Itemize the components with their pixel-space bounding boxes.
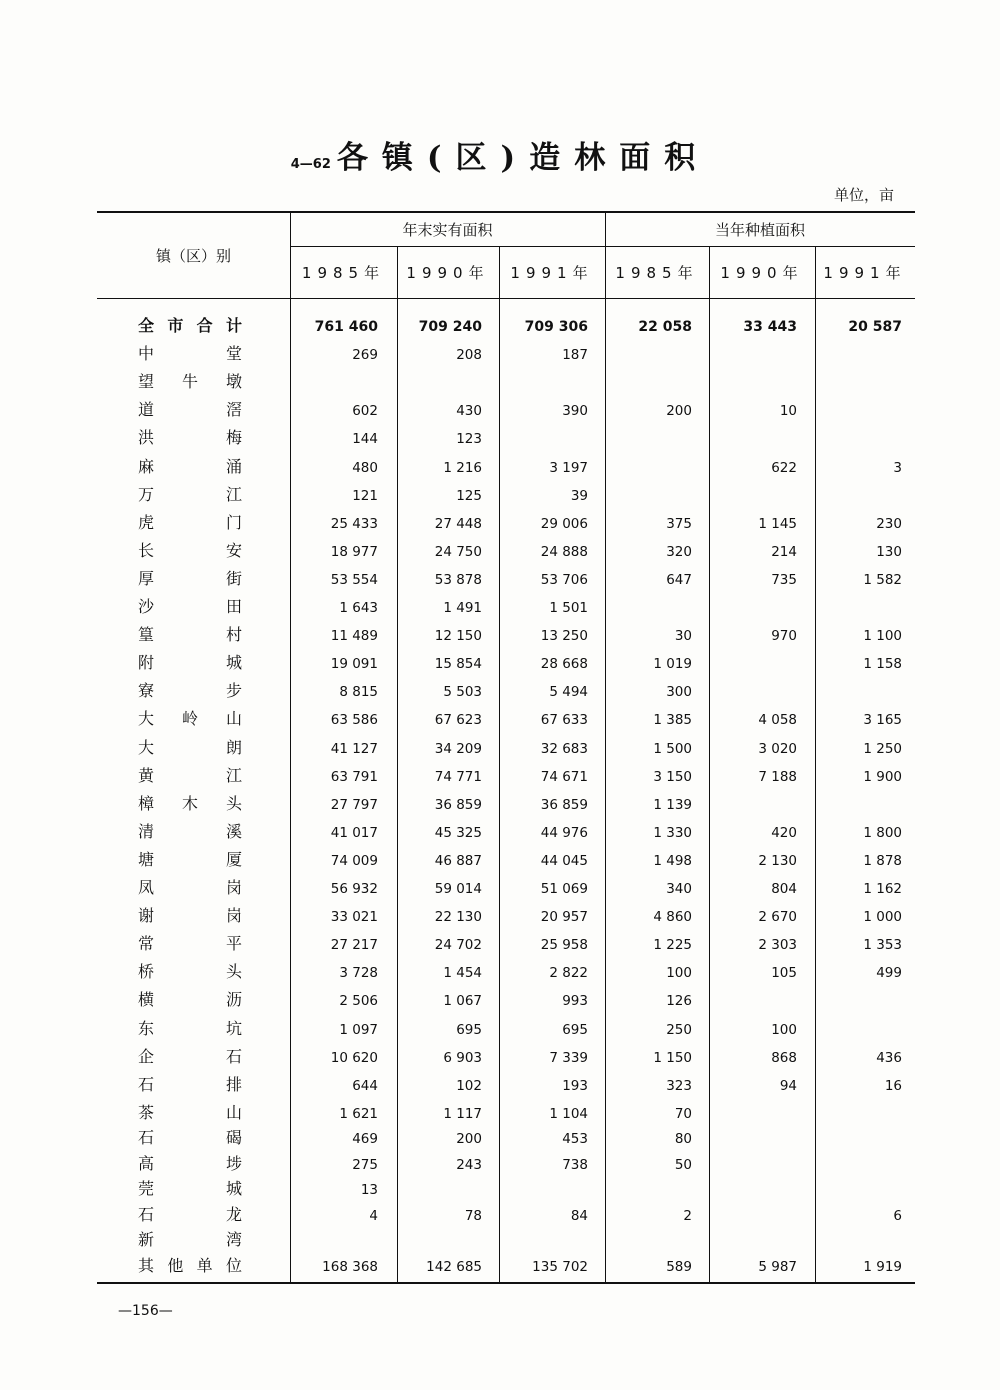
table-cell: 1 900 (863, 769, 902, 785)
table-cell: 1 353 (863, 937, 902, 953)
table-cell: 430 (456, 403, 482, 419)
table-cell: 2 130 (758, 853, 797, 869)
table-cell: 647 (666, 572, 692, 588)
row-header: 镇（区）别 (155, 247, 231, 265)
table-cell: 1 385 (653, 712, 692, 728)
table-cell: 13 250 (540, 628, 588, 644)
table-cell (608, 1180, 692, 1200)
table-cell: 200 (456, 1131, 482, 1147)
row-label: 常 平 (138, 934, 242, 953)
table-cell (818, 682, 902, 702)
row-label: 樟 木 头 (138, 794, 242, 813)
table-cell: 28 668 (540, 656, 588, 672)
table-cell: 1 498 (653, 853, 692, 869)
table-cell: 193 (562, 1078, 588, 1094)
bottom-rule (97, 1282, 915, 1284)
year-header: 1990年 (406, 264, 490, 282)
table-cell: 80 (674, 1131, 692, 1147)
table-cell: 1 643 (339, 600, 378, 616)
table-cell: 36 859 (540, 797, 588, 813)
row-label: 石 碣 (138, 1128, 242, 1147)
table-cell: 2 506 (339, 993, 378, 1009)
table-cell: 1 097 (339, 1022, 378, 1038)
table-cell: 44 976 (540, 825, 588, 841)
table-cell (711, 1129, 797, 1149)
table-cell: 275 (352, 1157, 378, 1173)
table-cell (711, 373, 797, 393)
table-cell (818, 373, 902, 393)
table-cell: 53 706 (540, 572, 588, 588)
table-cell: 1 019 (653, 656, 692, 672)
row-label: 道 滘 (138, 400, 242, 419)
table-cell: 27 797 (330, 797, 378, 813)
table-cell: 1 158 (863, 656, 902, 672)
year-header: 1985年 (615, 264, 699, 282)
row-label: 塘 厦 (138, 850, 242, 869)
table-cell: 499 (876, 965, 902, 981)
table-cell: 200 (666, 403, 692, 419)
table-cell: 18 977 (330, 544, 378, 560)
table-cell: 1 225 (653, 937, 692, 953)
table-cell: 10 620 (330, 1050, 378, 1066)
table-cell: 1 582 (863, 572, 902, 588)
row-label: 东 坑 (138, 1019, 242, 1038)
row-label: 横 沥 (138, 990, 242, 1009)
table-cell (711, 1206, 797, 1226)
table-cell: 94 (779, 1078, 797, 1094)
table-cell (818, 795, 902, 815)
table-cell: 5 503 (443, 684, 482, 700)
table-cell: 6 (893, 1208, 902, 1224)
table-cell: 738 (562, 1157, 588, 1173)
table-cell: 29 006 (540, 516, 588, 532)
table-cell: 78 (464, 1208, 482, 1224)
table-cell (502, 1231, 588, 1251)
table-cell: 125 (456, 488, 482, 504)
table-cell: 41 017 (330, 825, 378, 841)
table-cell: 3 150 (653, 769, 692, 785)
table-cell: 10 (779, 403, 797, 419)
table-cell: 868 (771, 1050, 797, 1066)
table-cell: 602 (352, 403, 378, 419)
year-header: 1990年 (720, 264, 804, 282)
table-cell: 1 500 (653, 741, 692, 757)
table-cell: 84 (570, 1208, 588, 1224)
table-cell: 1 139 (653, 797, 692, 813)
table-cell (818, 1104, 902, 1124)
table-cell: 22 130 (434, 909, 482, 925)
table-cell: 709 306 (524, 319, 588, 335)
table-cell: 208 (456, 347, 482, 363)
table-cell: 24 888 (540, 544, 588, 560)
table-cell (502, 1180, 588, 1200)
table-cell: 33 443 (743, 319, 797, 335)
table-cell: 34 209 (434, 741, 482, 757)
table-cell: 15 854 (434, 656, 482, 672)
table-cell: 709 240 (418, 319, 482, 335)
table-cell: 187 (562, 347, 588, 363)
table-cell (818, 429, 902, 449)
table-cell: 453 (562, 1131, 588, 1147)
table-cell: 45 325 (434, 825, 482, 841)
row-label: 厚 街 (138, 569, 242, 588)
table-cell: 144 (352, 431, 378, 447)
table-cell: 375 (666, 516, 692, 532)
table-cell: 695 (562, 1022, 588, 1038)
table-cell: 1 919 (863, 1259, 902, 1275)
row-label: 清 溪 (138, 822, 242, 841)
table-cell: 420 (771, 825, 797, 841)
row-label: 麻 涌 (138, 457, 242, 476)
table-cell: 1 100 (863, 628, 902, 644)
table-cell: 300 (666, 684, 692, 700)
row-label: 黄 江 (138, 766, 242, 785)
table-cell: 1 117 (443, 1106, 482, 1122)
row-label: 篁 村 (138, 625, 242, 644)
table-cell: 804 (771, 881, 797, 897)
table-cell (608, 373, 692, 393)
table-cell (502, 429, 588, 449)
table-cell: 19 091 (330, 656, 378, 672)
table-cell: 30 (674, 628, 692, 644)
row-label: 洪 梅 (138, 428, 242, 447)
table-cell: 3 020 (758, 741, 797, 757)
table-cell: 214 (771, 544, 797, 560)
table-cell: 51 069 (540, 881, 588, 897)
row-label: 万 江 (138, 485, 242, 504)
table-cell: 323 (666, 1078, 692, 1094)
table-cell: 243 (456, 1157, 482, 1173)
table-cell: 33 021 (330, 909, 378, 925)
table-cell: 27 217 (330, 937, 378, 953)
table-cell (608, 458, 692, 478)
table-cell: 622 (771, 460, 797, 476)
table-cell: 1 878 (863, 853, 902, 869)
row-label: 沙 田 (138, 597, 242, 616)
table-cell: 11 489 (330, 628, 378, 644)
table-cell (608, 486, 692, 506)
table-cell: 644 (352, 1078, 378, 1094)
table-cell: 3 197 (549, 460, 588, 476)
table-cell (398, 1180, 482, 1200)
page-title (0, 132, 1000, 177)
row-label: 中 堂 (138, 344, 242, 363)
table-cell (711, 1104, 797, 1124)
table-cell (818, 1129, 902, 1149)
table-cell: 20 587 (848, 319, 902, 335)
table-cell: 70 (674, 1106, 692, 1122)
row-label: 茶 山 (138, 1103, 242, 1122)
table-cell (711, 1231, 797, 1251)
table-cell: 74 671 (540, 769, 588, 785)
row-label: 企 石 (138, 1047, 242, 1066)
table-cell: 970 (771, 628, 797, 644)
table-cell: 16 (884, 1078, 902, 1094)
table-cell: 269 (352, 347, 378, 363)
table-cell (711, 486, 797, 506)
table-cell: 1 491 (443, 600, 482, 616)
row-label: 望 牛 墩 (138, 372, 242, 391)
row-label: 大 岭 山 (138, 709, 242, 728)
table-cell (818, 401, 902, 421)
table-cell: 142 685 (426, 1259, 482, 1275)
row-label: 石 排 (138, 1075, 242, 1094)
group-header-planted: 当年种植面积 (714, 221, 805, 239)
table-cell: 5 494 (549, 684, 588, 700)
table-cell: 469 (352, 1131, 378, 1147)
table-cell: 340 (666, 881, 692, 897)
table-cell (711, 1180, 797, 1200)
table-cell: 102 (456, 1078, 482, 1094)
table-cell: 41 127 (330, 741, 378, 757)
table-cell (711, 682, 797, 702)
table-cell: 63 586 (330, 712, 378, 728)
table-cell: 1 330 (653, 825, 692, 841)
table-cell (290, 1231, 378, 1251)
unit-label: 单位，亩 (834, 186, 895, 204)
table-cell: 436 (876, 1050, 902, 1066)
table-cell: 7 188 (758, 769, 797, 785)
row-label: 其 他 单 位 (138, 1256, 242, 1275)
table-cell: 25 433 (330, 516, 378, 532)
table-cell: 20 957 (540, 909, 588, 925)
table-cell (290, 373, 378, 393)
table-cell: 74 771 (434, 769, 482, 785)
row-label: 石 龙 (138, 1205, 242, 1224)
table-cell (818, 345, 902, 365)
table-cell: 2 822 (549, 965, 588, 981)
table-cell: 67 633 (540, 712, 588, 728)
table-cell (608, 345, 692, 365)
row-label: 谢 岗 (138, 906, 242, 925)
row-label: 新 湾 (138, 1230, 242, 1249)
table-cell: 50 (674, 1157, 692, 1173)
table-cell: 1 800 (863, 825, 902, 841)
table-cell: 105 (771, 965, 797, 981)
table-cell: 24 702 (434, 937, 482, 953)
table-cell (818, 1020, 902, 1040)
table-cell (818, 1155, 902, 1175)
year-header: 1991年 (510, 264, 594, 282)
table-cell: 5 987 (758, 1259, 797, 1275)
table-cell (608, 429, 692, 449)
table-cell: 44 045 (540, 853, 588, 869)
table-cell (818, 991, 902, 1011)
table-cell: 3 728 (339, 965, 378, 981)
row-label: 虎 门 (138, 513, 242, 532)
table-cell: 250 (666, 1022, 692, 1038)
column-divider (605, 211, 606, 1283)
row-label: 附 城 (138, 653, 242, 672)
table-cell: 46 887 (434, 853, 482, 869)
table-cell: 320 (666, 544, 692, 560)
table-cell: 8 815 (339, 684, 378, 700)
table-cell: 589 (666, 1259, 692, 1275)
table-cell: 4 (369, 1208, 378, 1224)
table-cell: 480 (352, 460, 378, 476)
table-cell (398, 373, 482, 393)
table-number: 4—62 (290, 157, 331, 172)
row-label: 桥 头 (138, 962, 242, 981)
table-cell: 25 958 (540, 937, 588, 953)
table-cell: 63 791 (330, 769, 378, 785)
table-cell: 74 009 (330, 853, 378, 869)
table-cell: 3 165 (863, 712, 902, 728)
table-cell: 7 339 (549, 1050, 588, 1066)
table-cell: 1 145 (758, 516, 797, 532)
table-cell: 130 (876, 544, 902, 560)
table-cell: 53 554 (330, 572, 378, 588)
table-cell (711, 598, 797, 618)
table-cell: 1 162 (863, 881, 902, 897)
table-cell: 22 058 (638, 319, 692, 335)
table-cell (711, 991, 797, 1011)
table-cell: 32 683 (540, 741, 588, 757)
table-cell: 27 448 (434, 516, 482, 532)
table-cell: 59 014 (434, 881, 482, 897)
table-cell: 67 623 (434, 712, 482, 728)
row-label: 长 安 (138, 541, 242, 560)
table-cell: 2 670 (758, 909, 797, 925)
table-cell: 1 250 (863, 741, 902, 757)
row-label: 大 朗 (138, 738, 242, 757)
group-rule (290, 246, 915, 247)
table-cell: 24 750 (434, 544, 482, 560)
table-cell: 1 067 (443, 993, 482, 1009)
table-cell: 39 (570, 488, 588, 504)
table-cell: 123 (456, 431, 482, 447)
table-cell: 53 878 (434, 572, 482, 588)
table-cell: 6 903 (443, 1050, 482, 1066)
table-cell: 1 501 (549, 600, 588, 616)
table-cell: 135 702 (532, 1259, 588, 1275)
table-cell (398, 1231, 482, 1251)
table-cell: 1 150 (653, 1050, 692, 1066)
table-cell: 100 (666, 965, 692, 981)
table-cell (711, 795, 797, 815)
table-cell (608, 1231, 692, 1251)
table-cell: 13 (360, 1182, 378, 1198)
table-cell (711, 654, 797, 674)
table-cell: 4 860 (653, 909, 692, 925)
table-cell: 390 (562, 403, 588, 419)
row-label: 凤 岗 (138, 878, 242, 897)
column-divider (499, 247, 500, 1283)
table-cell (711, 1155, 797, 1175)
table-cell (818, 1231, 902, 1251)
table-cell: 56 932 (330, 881, 378, 897)
page-number: —156— (118, 1303, 173, 1319)
table-cell: 993 (562, 993, 588, 1009)
table-cell: 126 (666, 993, 692, 1009)
group-header-year-end: 年末实有面积 (402, 221, 493, 239)
table-cell: 1 104 (549, 1106, 588, 1122)
table-cell: 3 (893, 460, 902, 476)
column-divider (709, 247, 710, 1283)
row-label: 莞 城 (138, 1179, 242, 1198)
table-cell: 100 (771, 1022, 797, 1038)
table-cell: 1 454 (443, 965, 482, 981)
table-cell: 121 (352, 488, 378, 504)
table-cell: 230 (876, 516, 902, 532)
top-rule (97, 211, 915, 213)
table-cell: 2 (683, 1208, 692, 1224)
table-cell: 36 859 (434, 797, 482, 813)
table-cell: 12 150 (434, 628, 482, 644)
table-cell: 4 058 (758, 712, 797, 728)
row-label: 高 埗 (138, 1154, 242, 1173)
column-divider (815, 247, 816, 1283)
table-cell (711, 429, 797, 449)
table-cell: 1 216 (443, 460, 482, 476)
table-cell (818, 486, 902, 506)
header-rule (97, 298, 915, 299)
table-cell: 1 000 (863, 909, 902, 925)
year-header: 1991年 (823, 264, 907, 282)
table-cell: 735 (771, 572, 797, 588)
row-label: 寮 步 (138, 681, 242, 700)
table-cell (608, 598, 692, 618)
table-cell: 761 460 (314, 319, 378, 335)
row-label: 全 市 合 计 (138, 316, 242, 335)
table-cell: 1 621 (339, 1106, 378, 1122)
table-cell (818, 1180, 902, 1200)
table-cell: 2 303 (758, 937, 797, 953)
table-cell (502, 373, 588, 393)
table-cell (711, 345, 797, 365)
year-header: 1985年 (301, 264, 386, 282)
table-cell: 695 (456, 1022, 482, 1038)
table-title: 各镇(区)造林面积 (336, 140, 710, 176)
table-cell (818, 598, 902, 618)
table-cell: 168 368 (322, 1259, 378, 1275)
